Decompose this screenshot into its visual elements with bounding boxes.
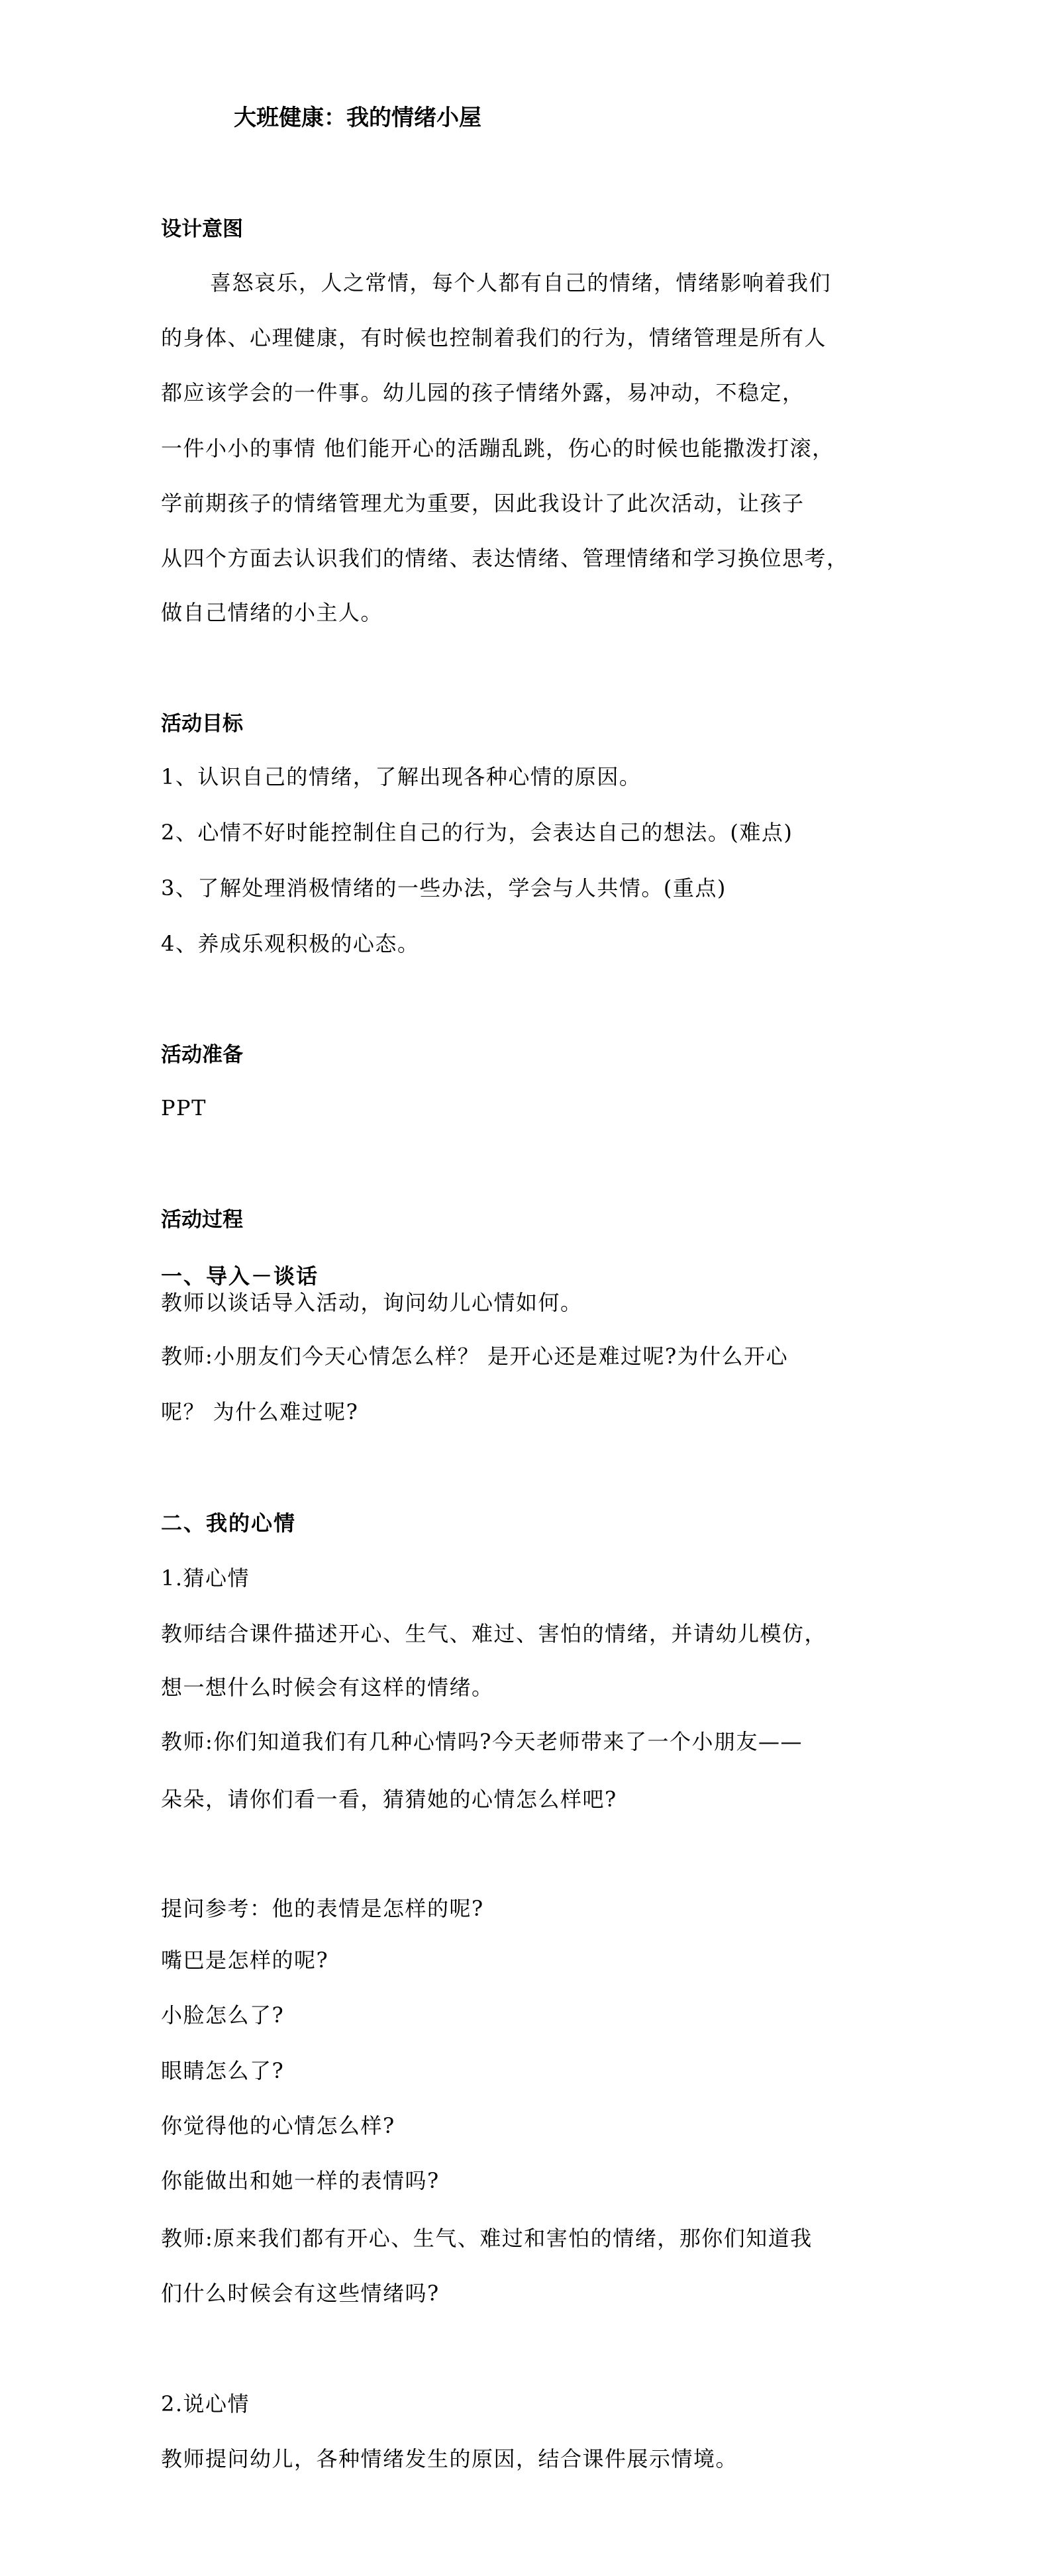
subheading-my-mood: 二、我的心情 (161, 1511, 297, 1536)
paragraph-line: 从四个方面去认识我们的情绪、表达情绪、管理情绪和学习换位思考， (161, 546, 849, 571)
paragraph-line: 都应该学会的一件事。幼儿园的孩子情绪外露，易冲动，不稳定， (161, 380, 805, 405)
paragraph-line: 的身体、心理健康，有时候也控制着我们的行为，情绪管理是所有人 (161, 325, 827, 350)
question-item: 教师:原来我们都有开心、生气、难过和害怕的情绪，那你们知道我 (161, 2226, 813, 2251)
question-item: 你能做出和她一样的表情吗? (161, 2168, 440, 2193)
paragraph-line: 做自己情绪的小主人。 (161, 600, 383, 625)
goal-item: 2、心情不好时能控制住自己的行为，会表达自己的想法。(难点) (161, 820, 793, 845)
goal-item: 3、了解处理消极情绪的一些办法，学会与人共情。(重点) (161, 875, 726, 901)
paragraph-line: 教师以谈话导入活动，询问幼儿心情如何。 (161, 1290, 583, 1315)
question-item: 们什么时候会有这些情绪吗? (161, 2281, 440, 2306)
paragraph-line: 一件小小的事情 他们能开心的活蹦乱跳，伤心的时候也能撒泼打滚， (161, 436, 834, 461)
preparation-content: PPT (161, 1095, 207, 1120)
paragraph-line: 学前期孩子的情绪管理尤为重要，因此我设计了此次活动，让孩子 (161, 491, 805, 516)
paragraph-line: 教师提问幼儿，各种情绪发生的原因，结合课件展示情境。 (161, 2446, 738, 2471)
paragraph-line: 教师:你们知道我们有几种心情吗?今天老师带来了一个小朋友—— (161, 1729, 803, 1754)
question-item: 小脸怎么了? (161, 2003, 285, 2028)
subheading-intro-talk: 一、导入－谈话 (161, 1263, 319, 1289)
paragraph-line: 教师:小朋友们今天心情怎么样？ 是开心还是难过呢?为什么开心 (161, 1344, 789, 1369)
goal-item: 1、认识自己的情绪，了解出现各种心情的原因。 (161, 764, 642, 789)
section-heading-design-intent: 设计意图 (161, 217, 243, 241)
subheading-tell-mood: 2.说心情 (161, 2391, 250, 2416)
question-item: 你觉得他的心情怎么样? (161, 2113, 395, 2138)
paragraph-line: 想一想什么时候会有这样的情绪。 (161, 1675, 494, 1700)
paragraph-line: 朵朵，请你们看一看，猜猜她的心情怎么样吧? (161, 1787, 617, 1812)
question-item: 提问参考：他的表情是怎样的呢? (161, 1896, 484, 1921)
subheading-guess-mood: 1.猜心情 (161, 1565, 250, 1591)
page-title: 大班健康：我的情绪小屋 (234, 105, 481, 131)
section-heading-preparation: 活动准备 (161, 1043, 243, 1067)
paragraph-line: 教师结合课件描述开心、生气、难过、害怕的情绪，并请幼儿模仿， (161, 1621, 827, 1646)
section-heading-goals: 活动目标 (161, 712, 243, 736)
question-item: 嘴巴是怎样的呢? (161, 1948, 329, 1973)
section-heading-process: 活动过程 (161, 1208, 243, 1232)
question-item: 眼睛怎么了? (161, 2058, 285, 2083)
paragraph-line: 喜怒哀乐，人之常情，每个人都有自己的情绪，情绪影响着我们 (210, 270, 832, 295)
paragraph-line: 呢？ 为什么难过呢? (161, 1399, 359, 1424)
goal-item: 4、养成乐观积极的心态。 (161, 931, 420, 956)
